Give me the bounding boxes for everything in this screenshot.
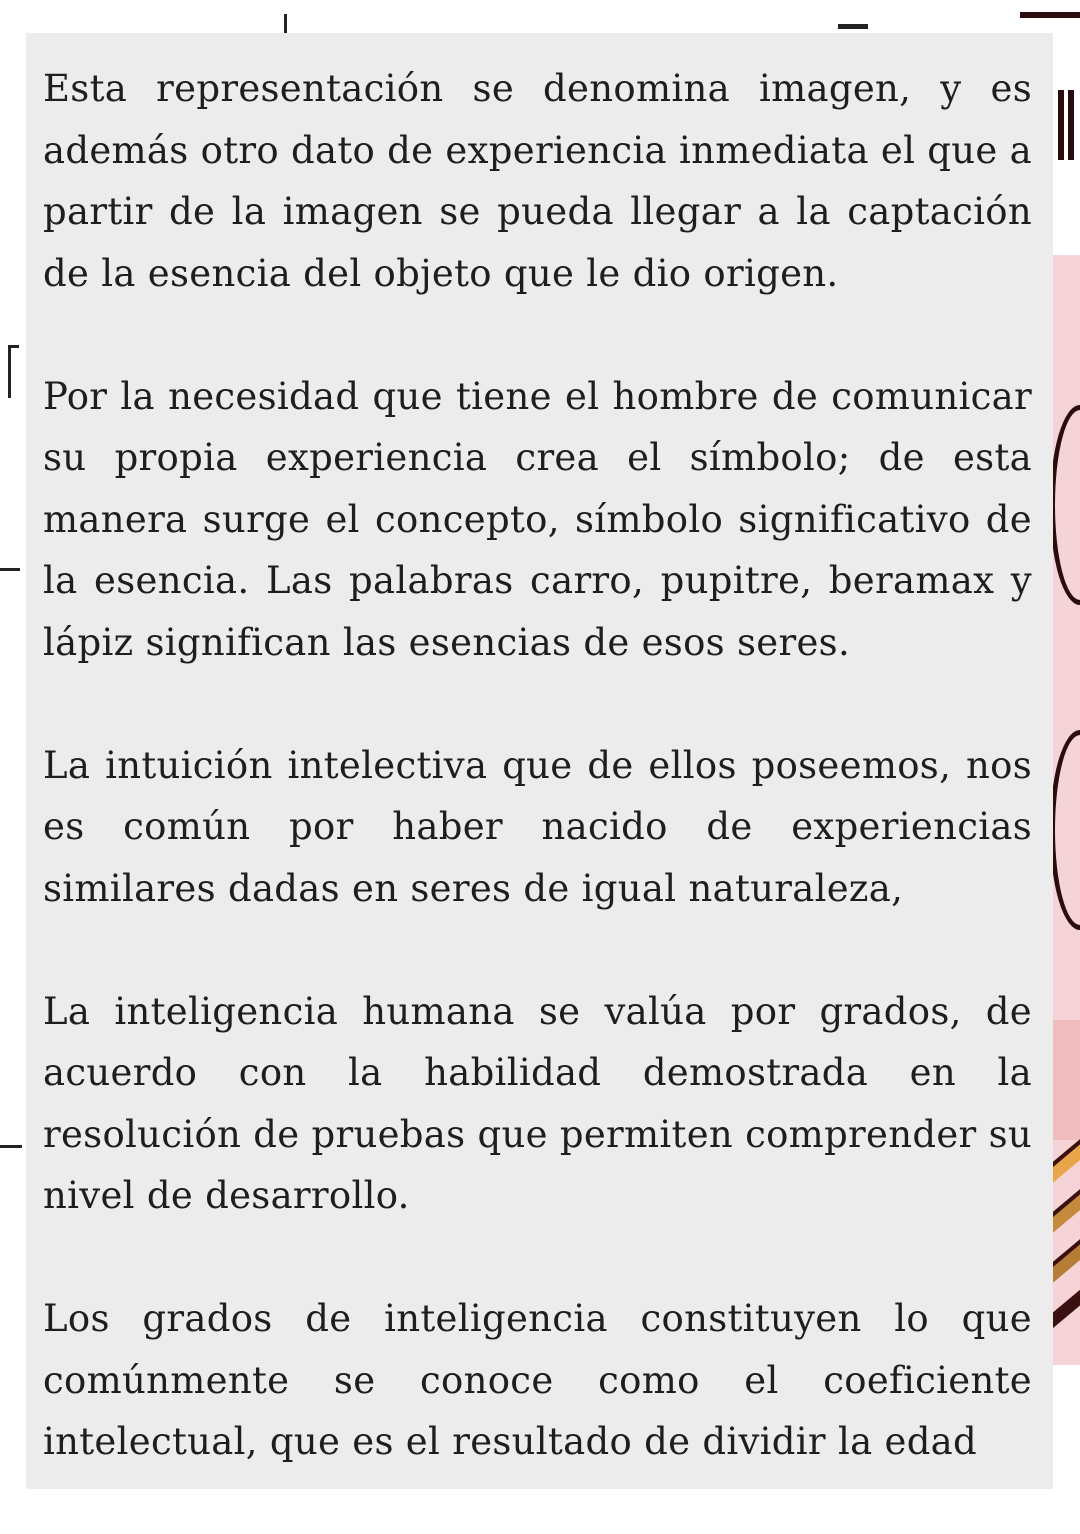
pink-band-decoration — [1052, 1020, 1080, 1140]
paragraph: La intuición intelectiva que de ellos poseemos, nos es común por haber nacido de experiencias similares dadas en seres de igual naturaleza, — [43, 743, 1032, 910]
line-decoration — [1058, 90, 1064, 160]
tick-decoration — [0, 568, 20, 571]
tick-decoration — [284, 14, 287, 34]
document-body — [43, 58, 1032, 1534]
bracket-decoration — [8, 345, 19, 398]
paragraph: Esta representación se denomina imagen, y es además otro dato de experiencia inmediata el que a partir de la imagen se pueda llegar a la captación de la esencia del objeto que le dio origen. — [43, 67, 1032, 295]
line-decoration — [1068, 90, 1074, 160]
paragraph: Por la necesidad que tiene el hombre de comunicar su propia experiencia crea el símbolo; de esta manera surge el concepto, símbolo significativo de la esencia. Las palabras carro, pupitre, beramax y lápiz significan las esencias de esos seres. — [43, 374, 1032, 664]
paragraph: Los grados de inteligencia constituyen lo que comúnmente se conoce como el coeficiente intelectual, que es el resultado de dividir la edad — [43, 1297, 1032, 1463]
tick-decoration — [0, 1145, 22, 1148]
paragraph: La inteligencia humana se valúa por grados, de acuerdo con la habilidad demostrada en la resolución de pruebas que permiten comprender su nivel de desarrollo. — [43, 989, 1033, 1217]
line-decoration — [1020, 12, 1080, 18]
tick-decoration — [838, 24, 868, 29]
